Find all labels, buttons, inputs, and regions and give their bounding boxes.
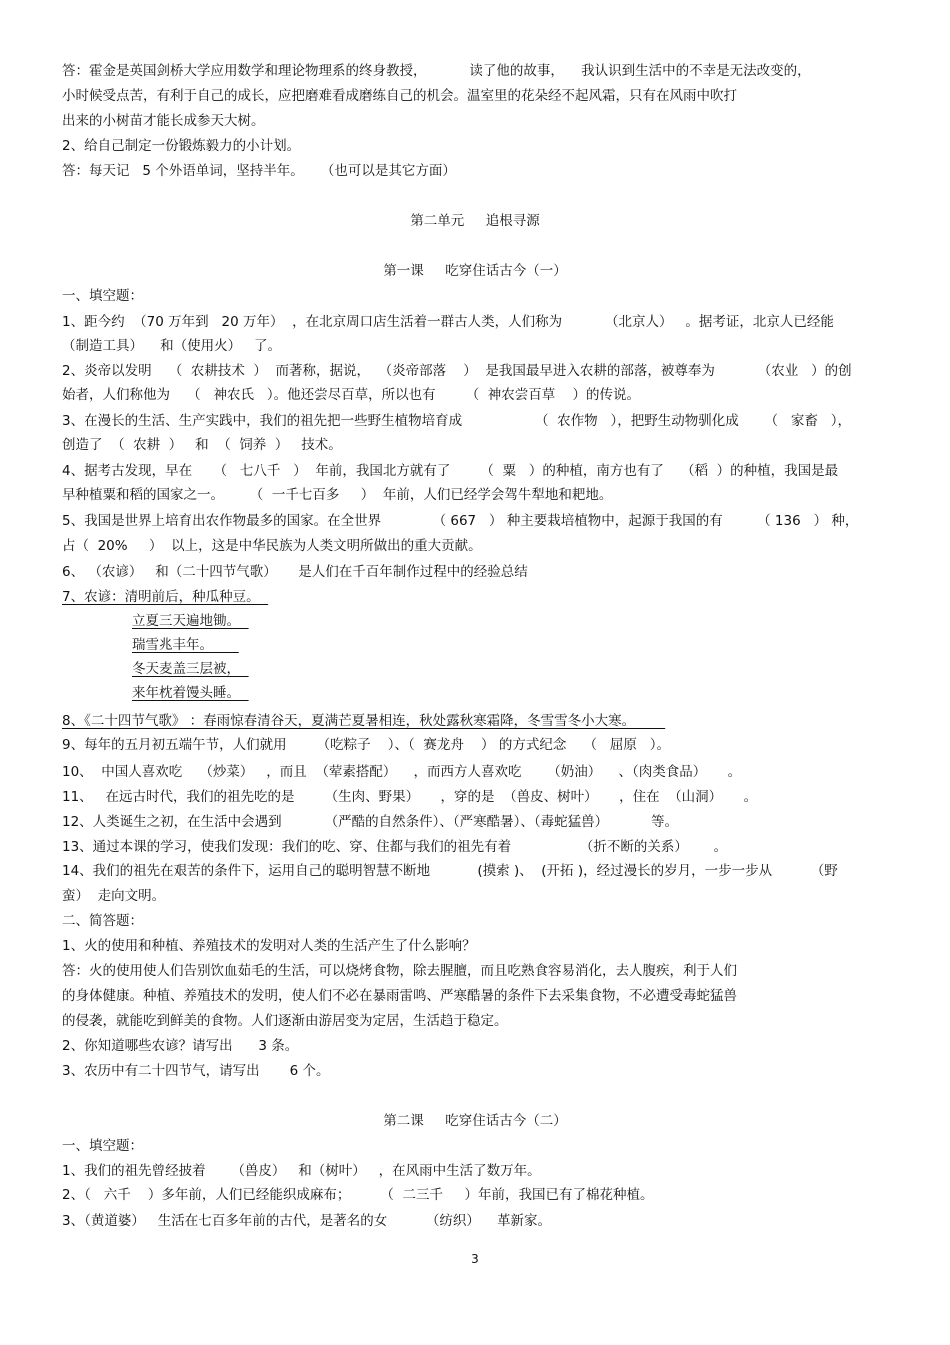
section-short-answer: 二、简答题： <box>62 913 143 929</box>
item-10: 10、 中国人喜欢吃 （炒菜） ，而且 （荤素搭配） ，而西方人喜欢吃 （奶油） 、（肉类食品） 。 <box>62 764 742 780</box>
item-5-line-1: 5、我国是世界上培育出农作物最多的国家。在全世界 （ 667 ） 种主要栽培植物中，起源于我国的有 （ 136 ） 种， <box>62 513 859 529</box>
short-answer-q1: 1、火的使用和种植、养殖技术的发明对人类的生活产生了什么影响？ <box>62 938 476 954</box>
item-1-line-2: （制造工具） 和（使用火） 了。 <box>62 338 282 354</box>
item-7-proverb-4: 冬天麦盖三层被， <box>132 661 249 677</box>
item-14-line-2: 蛮） 走向文明。 <box>62 888 166 904</box>
item-2-line-1: 2、炎帝以发明 （ 农耕技术 ） 而著称，据说， （炎帝部落 ） 是我国最早进入农耕的部落，被尊奉为 （农业 ）的创 <box>62 363 852 379</box>
lesson-2-section-fill-blank: 一、填空题： <box>62 1138 143 1154</box>
lesson-2-item-3: 3、（黄道婆） 生活在七百多年前的古代，是著名的女 （纺织） 革新家。 <box>62 1213 551 1229</box>
item-5-line-2: 占（ 20% ） 以上，这是中华民族为人类文明所做出的重大贡献。 <box>62 538 482 554</box>
item-12: 12、人类诞生之初，在生活中会遇到 （严酷的自然条件）、（严寒酷暑）、（毒蛇猛兽） 等。 <box>62 814 679 830</box>
short-answer-q2: 2、你知道哪些农谚？请写出 3 条。 <box>62 1038 299 1054</box>
item-9: 9、每年的五月初五端午节，人们就用 （吃粽子 ）、（ 赛龙舟 ） 的方式纪念 （ 屈原 ）。 <box>62 737 670 753</box>
item-3-line-2: 创造了 （ 农耕 ） 和 （ 饲养 ） 技术。 <box>62 437 342 453</box>
section-fill-blank: 一、填空题： <box>62 288 143 304</box>
item-7-proverb-2: 立夏三天遍地锄。 <box>132 613 249 629</box>
lesson-2-item-2: 2、（ 六千 ）多年前，人们已经能织成麻布； （ 二三千 ）年前，我国已有了棉花种植。 <box>62 1187 654 1203</box>
item-13: 13、通过本课的学习，使我们发现：我们的吃、穿、住都与我们的祖先有着 （折不断的关系） 。 <box>62 839 728 855</box>
item-4-line-2: 早种植粟和稻的国家之一。 （ 一千七百多 ） 年前，人们已经学会驾牛犁地和耙地。 <box>62 487 613 503</box>
short-answer-q3: 3、农历中有二十四节气，请写出 6 个。 <box>62 1063 330 1079</box>
item-4-line-1: 4、据考古发现，早在 （ 七八千 ） 年前，我国北方就有了 （ 粟 ）的种植，南方也有了 （稻 ）的种植，我国是最 <box>62 463 839 479</box>
lesson-2-item-1: 1、我们的祖先曾经披着 （兽皮） 和（树叶） ，在风雨中生活了数万年。 <box>62 1163 541 1179</box>
item-1-line-1: 1、距今约 （70 万年到 20 万年） ，在北京周口店生活着一群古人类，人们称为 （北京人） 。据考证，北京人已经能 <box>62 314 834 330</box>
page-number: 3 <box>471 1252 479 1266</box>
question-2: 2、给自己制定一份锻炼毅力的小计划。 <box>62 138 301 154</box>
answer-2: 答：每天记 5 个外语单词，坚持半年。 （也可以是其它方面） <box>62 163 456 179</box>
short-answer-a1-line-3: 的侵袭，就能吃到鲜美的食物。人们逐渐由游居变为定居，生活趋于稳定。 <box>62 1013 508 1029</box>
item-3-line-1: 3、在漫长的生活、生产实践中，我们的祖先把一些野生植物培育成 （ 农作物 ），把野生动物驯化成 （ 家畜 ）， <box>62 413 851 429</box>
item-7-proverb-5: 来年枕着馒头睡。 <box>132 685 249 701</box>
lesson-2-title: 第二课 吃穿住话古今（二） <box>383 1113 567 1129</box>
item-14-line-1: 14、我们的祖先在艰苦的条件下，运用自己的聪明智慧不断地 (摸索 )、 (开拓 )，经过漫长的岁月，一步一步从 （野 <box>62 863 838 879</box>
item-6: 6、 （农谚） 和（二十四节气歌） 是人们在千百年制作过程中的经验总结 <box>62 564 528 580</box>
item-8: 8、《二十四节气歌》 ：春雨惊春清谷天，夏满芒夏暑相连，秋处露秋寒霜降，冬雪雪冬小大寒。 <box>62 713 666 729</box>
short-answer-a1-line-2: 的身体健康。种植、养殖技术的发明，使人们不必在暴雨雷鸣、严寒酷暑的条件下去采集食物，不必遭受毒蛇猛兽 <box>62 988 737 1004</box>
short-answer-a1-line-1: 答：火的使用使人们告别饮血茹毛的生活，可以烧烤食物，除去腥膻，而且吃熟食容易消化，去人腹疾，利于人们 <box>62 963 737 979</box>
answer-line-3: 出来的小树苗才能长成参天大树。 <box>62 113 265 129</box>
item-2-line-2: 始者，人们称他为 （ 神农氏 ）。他还尝尽百草，所以也有 （ 神农尝百草 ）的传说。 <box>62 387 640 403</box>
answer-line-1: 答：霍金是英国剑桥大学应用数学和理论物理系的终身教授， 读了他的故事， 我认识到生活中的不幸是无法改变的， <box>62 63 811 79</box>
lesson-1-title: 第一课 吃穿住话古今（一） <box>383 263 567 279</box>
answer-line-2: 小时候受点苦，有利于自己的成长，应把磨难看成磨练自己的机会。温室里的花朵经不起风霜，只有在风雨中吹打 <box>62 88 737 104</box>
unit-title: 第二单元 追根寻源 <box>410 213 540 229</box>
item-7-proverb-1: 7、农谚：清明前后，种瓜种豆。 <box>62 589 269 605</box>
item-11: 11、 在远古时代，我们的祖先吃的是 （生肉、野果） ，穿的是 （兽皮、树叶） ，住在 （山洞） 。 <box>62 789 758 805</box>
item-7-proverb-3: 瑞雪兆丰年。 <box>132 637 239 653</box>
